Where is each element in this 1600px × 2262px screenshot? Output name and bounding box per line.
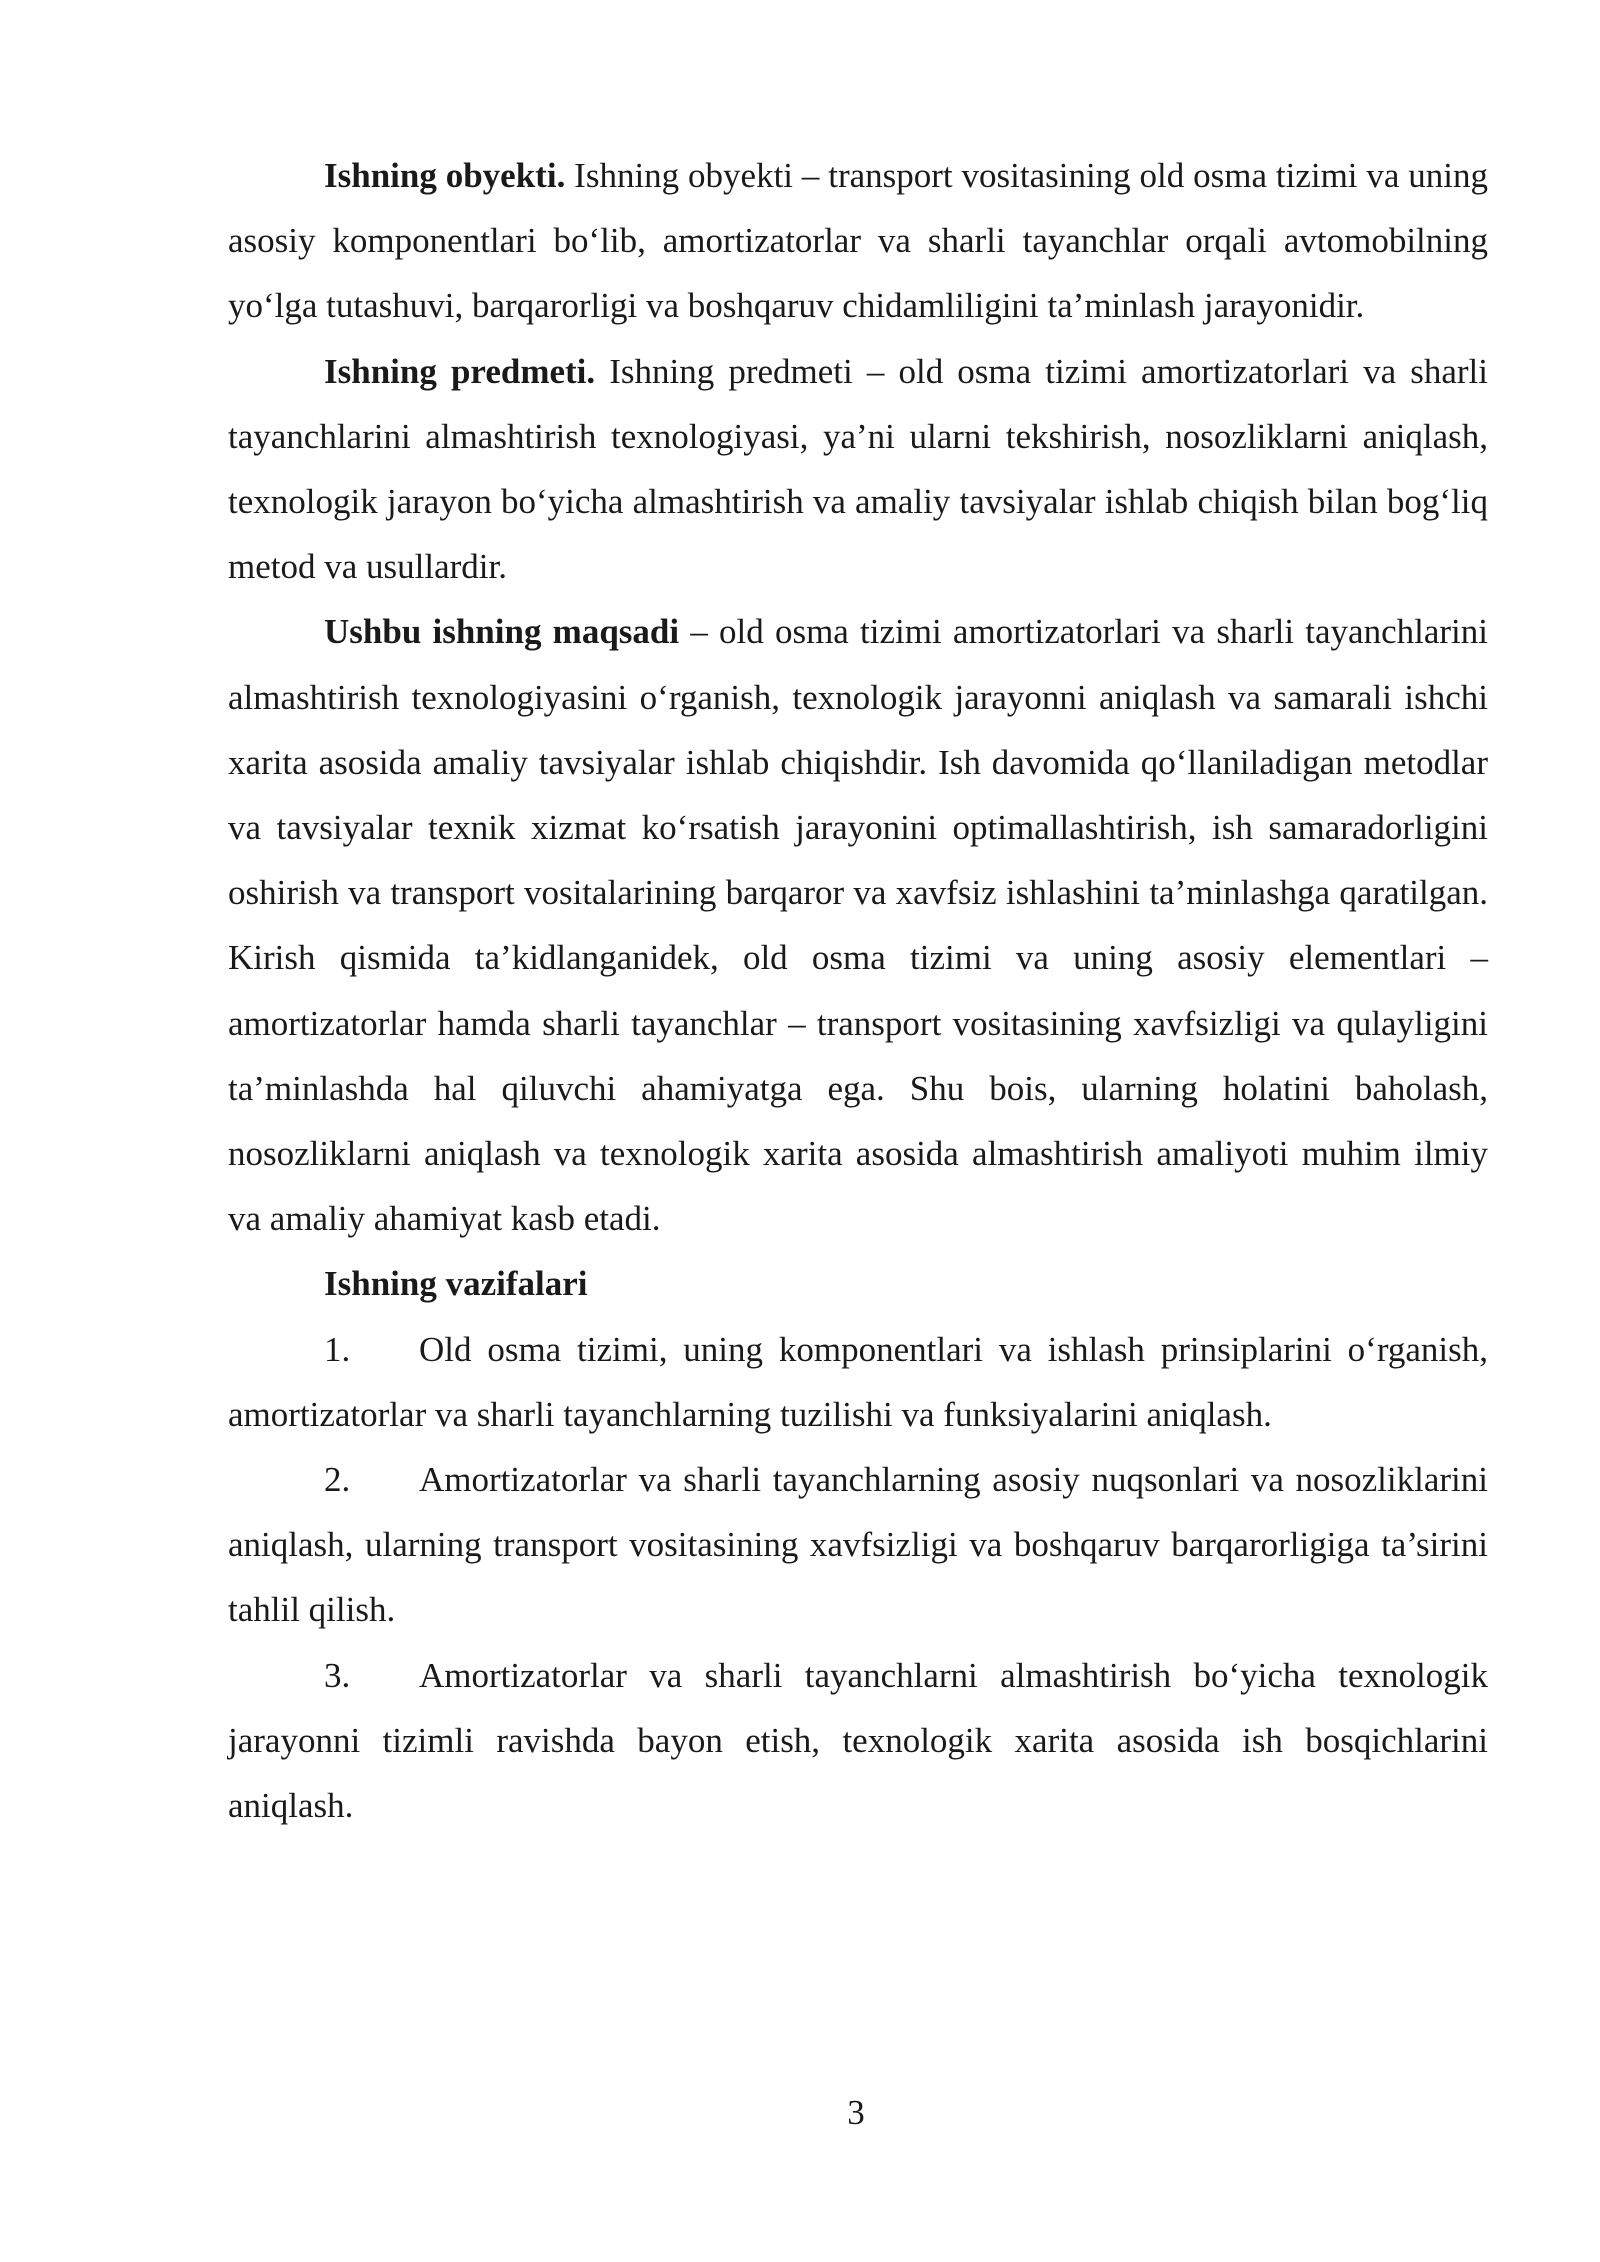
- paragraph-goal: [228, 599, 1488, 1251]
- paragraph-goal-text: – old osma tizimi amortizatorlari va sharli tayanchlarini almashtirish texnologiyasini o‘rganish, texnologik jarayonni aniqlash va samarali ishchi xarita asosida amaliy tavsiyalar ishlab chiqishdir. Ish davomida qo‘llaniladigan metodlar va tavsiyalar texnik xizmat ko‘rsatish jarayonini optimallashtirish, ish samaradorligini oshirish va transport vositalarining barqaror va xavfsiz ishlashini ta’minlashga qaratilgan. Kirish qismida ta’kidlanganidek, old osma tizimi va uning asosiy elementlari – amortizatorlar hamda sharli tayanchlar – transport vositasining xavfsizligi va qulayligini ta’minlashda hal qiluvchi ahamiyatga ega. Shu bois, ularning holatini baholash, nosozliklarni aniqlash va texnologik xarita asosida almashtirish amaliyoti muhim ilmiy va amaliy ahamiyat kasb etadi.: [228, 612, 1488, 1239]
- task-item-text: Amortizatorlar va sharli tayanchlarni almashtirish bo‘yicha texnologik jarayonni tizimli ravishda bayon etish, texnologik xarita asosida ish bosqichlarini aniqlash.: [228, 1655, 1488, 1826]
- task-item-number: 1.: [324, 1329, 351, 1369]
- paragraph-object: [228, 143, 1488, 339]
- paragraph-subject: [228, 339, 1488, 600]
- paragraph-goal-lead: Ushbu ishning maqsadi: [324, 612, 680, 652]
- task-item: [228, 1643, 1488, 1839]
- task-item-text: Old osma tizimi, uning komponentlari va ishlash prinsiplarini o‘rganish, amortizatorlar va sharli tayanchlarning tuzilishi va funksiyalarini aniqlash.: [228, 1329, 1488, 1434]
- tasks-heading: Ishning vazifalari: [324, 1264, 588, 1304]
- paragraph-object-lead: Ishning obyekti.: [324, 156, 566, 195]
- task-item: [228, 1317, 1488, 1447]
- paragraph-subject-text: Ishning predmeti – old osma tizimi amortizatorlari va sharli tayanchlarini almashtirish texnologiyasi, ya’ni ularni tekshirish, nosozliklarni aniqlash, texnologik jarayon bo‘yicha almashtirish va amaliy tavsiyalar ishlab chiqish bilan bog‘liq metod va usullardir.: [228, 351, 1488, 587]
- page-content: [228, 143, 1488, 1838]
- task-item-number: 3.: [324, 1655, 351, 1695]
- paragraph-subject-lead: Ishning predmeti.: [324, 351, 596, 391]
- task-item: [228, 1447, 1488, 1643]
- page-number: 3: [847, 2093, 865, 2132]
- paragraph-object-text: Ishning obyekti – transport vositasining old osma tizimi va uning asosiy komponentlari bo‘lib, amortizatorlar va sharli tayanchlar orqali avtomobilning yo‘lga tutashuvi, barqarorligi va boshqaruv chidamliligini ta’minlash jarayonidir.: [228, 156, 1488, 326]
- task-item-text: Amortizatorlar va sharli tayanchlarning asosiy nuqsonlari va nosozliklarini aniqlash, ularning transport vositasining xavfsizligi va boshqaruv barqarorligiga ta’sirini tahlil qilish.: [228, 1460, 1488, 1630]
- task-item-number: 2.: [324, 1460, 351, 1500]
